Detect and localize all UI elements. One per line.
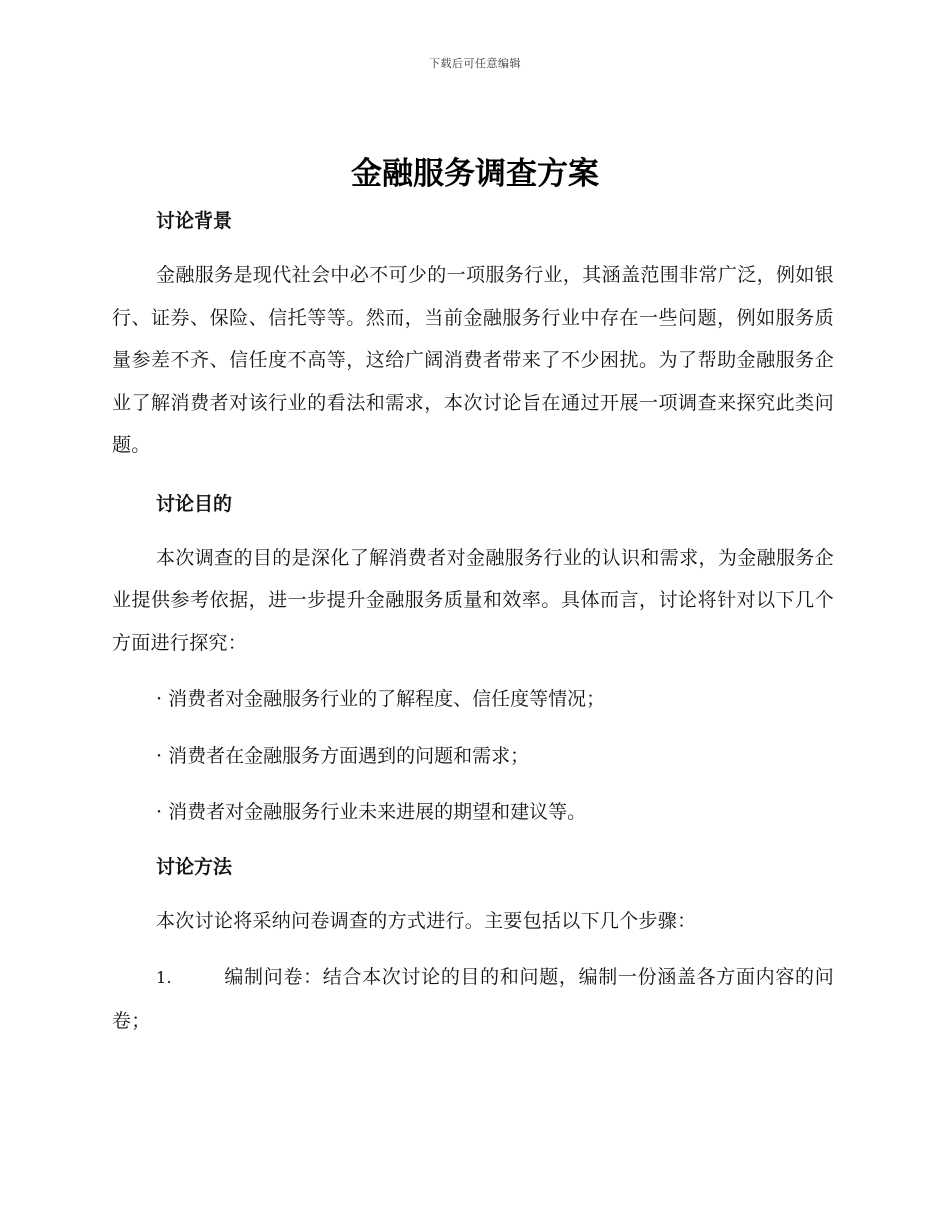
- step-text: 编制问卷：结合本次讨论的目的和问题，编制一份涵盖各方面内容的问卷；: [112, 966, 834, 1032]
- purpose-bullet: · 消费者对金融服务行业未来进展的期望和建议等。: [156, 801, 587, 823]
- header-note: 下载后可任意编辑: [429, 57, 521, 70]
- document-title: 金融服务调查方案: [351, 156, 599, 192]
- purpose-paragraph: 本次调查的目的是深化了解消费者对金融服务行业的认识和需求，为金融服务企业提供参考依据，进一步提升金融服务质量和效率。具体而言，讨论将针对以下几个方面进行探究：: [112, 546, 834, 654]
- section-heading-method: 讨论方法: [156, 855, 233, 878]
- background-paragraph: 金融服务是现代社会中必不可少的一项服务行业，其涵盖范围非常广泛，例如银行、证券、保险、信托等等。然而，当前金融服务行业中存在一些问题，例如服务质量参差不齐、信任度不高等，这给广阔消费者带来了不少困扰。为了帮助金融服务企业了解消费者对该行业的看法和需求，本次讨论旨在通过开展一项调查来探究此类问题。: [112, 264, 834, 456]
- section-heading-background: 讨论背景: [156, 210, 233, 232]
- method-paragraph: 本次讨论将采纳问卷调查的方式进行。主要包括以下几个步骤：: [156, 909, 697, 932]
- purpose-bullet: · 消费者在金融服务方面遇到的问题和需求；: [156, 744, 530, 767]
- purpose-bullet: · 消费者对金融服务行业的了解程度、信任度等情况；: [156, 688, 606, 710]
- step-number: 1.: [156, 968, 172, 987]
- section-heading-purpose: 讨论目的: [156, 492, 233, 515]
- document-body: [112, 202, 834, 1042]
- method-step: [112, 956, 834, 1042]
